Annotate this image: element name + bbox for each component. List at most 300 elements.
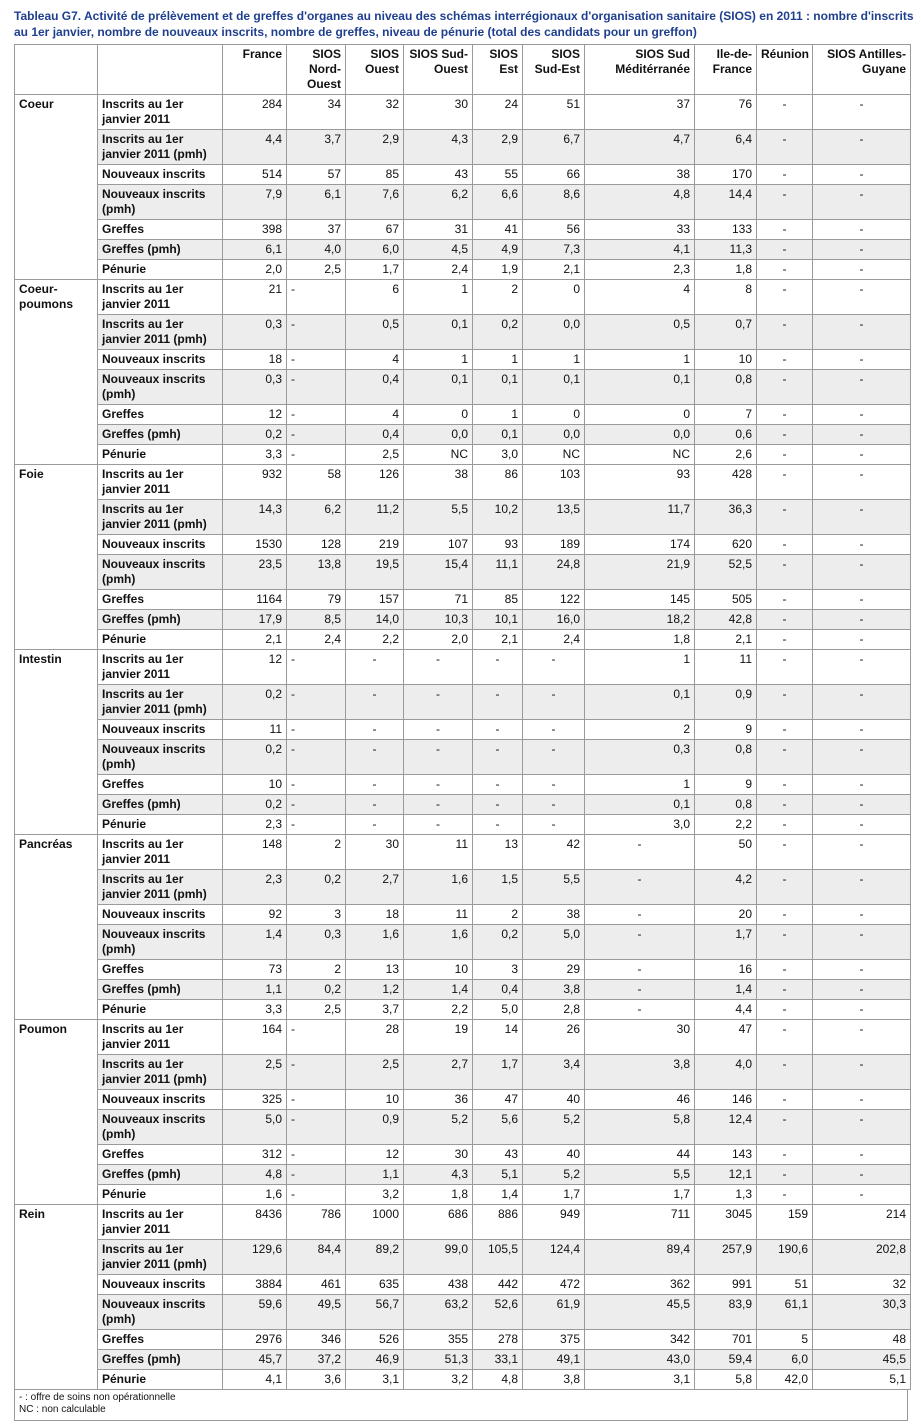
table-cell: 89,2	[346, 1240, 404, 1275]
table-cell: 170	[695, 165, 757, 185]
table-cell: -	[813, 1145, 911, 1165]
table-cell: 1,7	[585, 1185, 695, 1205]
row-label: Inscrits au 1er janvier 2011 (pmh)	[98, 1055, 223, 1090]
table-cell: -	[473, 775, 523, 795]
table-cell: 79	[287, 590, 346, 610]
table-cell: -	[585, 960, 695, 980]
table-cell: 30	[404, 95, 473, 130]
table-cell: 5,0	[223, 1110, 287, 1145]
table-cell: 45,7	[223, 1350, 287, 1370]
table-cell: 2	[473, 280, 523, 315]
table-cell: 31	[404, 220, 473, 240]
table-cell: 0,1	[473, 370, 523, 405]
table-row	[15, 1090, 911, 1110]
row-label: Nouveaux inscrits (pmh)	[98, 925, 223, 960]
table-row	[15, 185, 911, 220]
table-cell: 71	[404, 590, 473, 610]
table-cell: 1,1	[223, 980, 287, 1000]
table-cell: 3,3	[223, 1000, 287, 1020]
table-cell: 219	[346, 535, 404, 555]
table-row	[15, 555, 911, 590]
table-row	[15, 1000, 911, 1020]
table-cell: 38	[585, 165, 695, 185]
row-label: Pénurie	[98, 815, 223, 835]
table-cell: 8,6	[523, 185, 585, 220]
table-cell: 83,9	[695, 1295, 757, 1330]
table-cell: 1,8	[695, 260, 757, 280]
row-label: Nouveaux inscrits (pmh)	[98, 1295, 223, 1330]
table-cell: -	[757, 795, 813, 815]
table-row	[15, 1275, 911, 1295]
table-cell: -	[404, 650, 473, 685]
table-cell: 2,4	[404, 260, 473, 280]
table-cell: 164	[223, 1020, 287, 1055]
table-cell: 4,8	[473, 1370, 523, 1390]
table-cell: -	[757, 1145, 813, 1165]
table-cell: 51	[757, 1275, 813, 1295]
table-cell: 1,7	[473, 1055, 523, 1090]
row-label: Inscrits au 1er janvier 2011	[98, 95, 223, 130]
table-cell: 886	[473, 1205, 523, 1240]
table-cell: 2976	[223, 1330, 287, 1350]
table-cell: -	[473, 685, 523, 720]
table-cell: 3,2	[404, 1370, 473, 1390]
table-cell: -	[757, 240, 813, 260]
table-cell: -	[757, 130, 813, 165]
table-cell: 0,3	[585, 740, 695, 775]
table-cell: 9	[695, 775, 757, 795]
table-cell: 2,8	[523, 1000, 585, 1020]
row-label: Pénurie	[98, 1000, 223, 1020]
footnote: NC : non calculable	[19, 1404, 106, 1415]
table-cell: -	[757, 425, 813, 445]
table-cell: 1,8	[585, 630, 695, 650]
table-cell: 0,1	[473, 425, 523, 445]
row-label: Greffes (pmh)	[98, 1165, 223, 1185]
table-cell: 4,2	[695, 870, 757, 905]
footnote: - : offre de soins non opérationnelle	[19, 1392, 176, 1403]
table-cell: 10,3	[404, 610, 473, 630]
table-cell: -	[287, 280, 346, 315]
row-label: Nouveaux inscrits (pmh)	[98, 185, 223, 220]
organ-name: Pancréas	[15, 835, 98, 1020]
table-cell: 2,5	[346, 1055, 404, 1090]
table-cell: 61,1	[757, 1295, 813, 1330]
table-cell: 148	[223, 835, 287, 870]
table-cell: 56,7	[346, 1295, 404, 1330]
table-cell: -	[404, 685, 473, 720]
table-cell: -	[523, 720, 585, 740]
table-body	[15, 95, 911, 1390]
row-label: Nouveaux inscrits	[98, 535, 223, 555]
row-label: Greffes	[98, 775, 223, 795]
table-cell: 128	[287, 535, 346, 555]
table-cell: -	[404, 795, 473, 815]
table-cell: 3045	[695, 1205, 757, 1240]
table-cell: 4,9	[473, 240, 523, 260]
table-cell: 2,9	[473, 130, 523, 165]
table-cell: -	[813, 650, 911, 685]
table-cell: 3,6	[287, 1370, 346, 1390]
table-cell: 312	[223, 1145, 287, 1165]
table-cell: 472	[523, 1275, 585, 1295]
table-row	[15, 535, 911, 555]
table-cell: 45,5	[813, 1350, 911, 1370]
table-cell: 32	[346, 95, 404, 130]
table-cell: 202,8	[813, 1240, 911, 1275]
table-cell: 2,5	[287, 260, 346, 280]
table-row	[15, 465, 911, 500]
table-cell: 4	[346, 405, 404, 425]
table-cell: 45,5	[585, 1295, 695, 1330]
table-cell: 4,1	[585, 240, 695, 260]
table-cell: 5,2	[523, 1110, 585, 1145]
table-cell: 86	[473, 465, 523, 500]
table-cell: 12	[223, 405, 287, 425]
table-cell: 105,5	[473, 1240, 523, 1275]
table-cell: 122	[523, 590, 585, 610]
table-cell: 14,0	[346, 610, 404, 630]
table-cell: 1,8	[404, 1185, 473, 1205]
table-row	[15, 1145, 911, 1165]
table-cell: 23,5	[223, 555, 287, 590]
organ-name: Foie	[15, 465, 98, 650]
table-cell: 38	[404, 465, 473, 500]
table-cell: -	[813, 1055, 911, 1090]
row-label: Greffes (pmh)	[98, 240, 223, 260]
table-cell: -	[813, 775, 911, 795]
table-cell: 12,4	[695, 1110, 757, 1145]
table-cell: 6,1	[223, 240, 287, 260]
table-cell: -	[813, 500, 911, 535]
table-cell: 24	[473, 95, 523, 130]
table-cell: -	[757, 315, 813, 350]
table-cell: 11,1	[473, 555, 523, 590]
table-cell: 0,2	[473, 925, 523, 960]
table-cell: 33	[585, 220, 695, 240]
table-cell: 0,3	[223, 370, 287, 405]
table-row	[15, 630, 911, 650]
table-cell: -	[404, 720, 473, 740]
table-row	[15, 815, 911, 835]
table-cell: -	[813, 165, 911, 185]
row-label: Inscrits au 1er janvier 2011 (pmh)	[98, 315, 223, 350]
table-cell: 11	[223, 720, 287, 740]
table-cell: 2,6	[695, 445, 757, 465]
table-cell: 49,5	[287, 1295, 346, 1330]
table-row	[15, 925, 911, 960]
row-label: Inscrits au 1er janvier 2011	[98, 280, 223, 315]
table-cell: 2,2	[346, 630, 404, 650]
table-cell: 1,3	[695, 1185, 757, 1205]
table-cell: 16	[695, 960, 757, 980]
column-header: SIOS Sud Méditérranée	[585, 45, 695, 95]
table-cell: 50	[695, 835, 757, 870]
table-cell: 5,1	[813, 1370, 911, 1390]
table-cell: 11	[695, 650, 757, 685]
table-row	[15, 1370, 911, 1390]
table-cell: 5,5	[585, 1165, 695, 1185]
table-row	[15, 905, 911, 925]
table-cell: -	[757, 165, 813, 185]
row-label: Pénurie	[98, 1185, 223, 1205]
table-cell: 146	[695, 1090, 757, 1110]
table-cell: 355	[404, 1330, 473, 1350]
table-cell: 0,2	[223, 425, 287, 445]
table-cell: -	[813, 280, 911, 315]
table-cell: 1164	[223, 590, 287, 610]
table-cell: 2,1	[695, 630, 757, 650]
row-label: Inscrits au 1er janvier 2011	[98, 1020, 223, 1055]
table-cell: 3,2	[346, 1185, 404, 1205]
table-cell: 1	[404, 280, 473, 315]
table-cell: -	[287, 1145, 346, 1165]
table-cell: -	[757, 685, 813, 720]
table-cell: NC	[404, 445, 473, 465]
table-cell: -	[523, 775, 585, 795]
table-cell: -	[757, 650, 813, 685]
row-label: Greffes	[98, 1330, 223, 1350]
row-label: Nouveaux inscrits (pmh)	[98, 740, 223, 775]
row-label: Greffes	[98, 1145, 223, 1165]
table-cell: 30,3	[813, 1295, 911, 1330]
table-cell: 1	[585, 650, 695, 685]
table-cell: 786	[287, 1205, 346, 1240]
table-cell: -	[287, 1110, 346, 1145]
table-cell: 4,8	[223, 1165, 287, 1185]
table-cell: 51	[523, 95, 585, 130]
row-label: Greffes (pmh)	[98, 610, 223, 630]
table-cell: 6,1	[287, 185, 346, 220]
table-cell: 5,2	[404, 1110, 473, 1145]
table-cell: 5,5	[523, 870, 585, 905]
table-cell: 526	[346, 1330, 404, 1350]
table-cell: -	[813, 130, 911, 165]
table-cell: 1	[585, 350, 695, 370]
column-header: SIOS Antilles-Guyane	[813, 45, 911, 95]
table-cell: 11,7	[585, 500, 695, 535]
table-cell: 2	[473, 905, 523, 925]
table-cell: -	[813, 95, 911, 130]
table-cell: -	[585, 1000, 695, 1020]
table-cell: -	[813, 445, 911, 465]
column-header: Ile-de-France	[695, 45, 757, 95]
table-cell: 0,1	[523, 370, 585, 405]
table-cell: 9	[695, 720, 757, 740]
row-label: Greffes	[98, 405, 223, 425]
column-header: SIOS Sud-Est	[523, 45, 585, 95]
table-cell: 6	[346, 280, 404, 315]
column-header: SIOS Sud-Ouest	[404, 45, 473, 95]
table-cell: 1000	[346, 1205, 404, 1240]
table-cell: 0,1	[404, 370, 473, 405]
table-cell: 59,4	[695, 1350, 757, 1370]
table-cell: -	[523, 685, 585, 720]
table-cell: -	[813, 465, 911, 500]
table-row	[15, 445, 911, 465]
table-cell: -	[813, 240, 911, 260]
table-row	[15, 370, 911, 405]
table-cell: -	[757, 980, 813, 1000]
table-cell: 2,7	[346, 870, 404, 905]
table-cell: -	[757, 465, 813, 500]
table-cell: 0,2	[223, 685, 287, 720]
table-cell: -	[757, 1000, 813, 1020]
table-cell: 284	[223, 95, 287, 130]
table-cell: 42,0	[757, 1370, 813, 1390]
table-cell: 13	[346, 960, 404, 980]
table-cell: 0,6	[695, 425, 757, 445]
table-cell: 7	[695, 405, 757, 425]
table-cell: 6,4	[695, 130, 757, 165]
table-cell: 29	[523, 960, 585, 980]
table-row	[15, 1240, 911, 1275]
table-cell: -	[757, 925, 813, 960]
table-cell: -	[585, 925, 695, 960]
table-row	[15, 95, 911, 130]
table-cell: 38	[523, 905, 585, 925]
table-cell: -	[757, 280, 813, 315]
table-cell: 2,5	[346, 445, 404, 465]
table-cell: 214	[813, 1205, 911, 1240]
table-cell: 37	[585, 95, 695, 130]
table-cell: -	[287, 775, 346, 795]
table-cell: 2,4	[287, 630, 346, 650]
table-cell: 5,0	[473, 1000, 523, 1020]
table-cell: -	[813, 815, 911, 835]
table-cell: 0	[523, 280, 585, 315]
table-cell: -	[585, 905, 695, 925]
table-cell: 2,7	[404, 1055, 473, 1090]
table-cell: -	[757, 740, 813, 775]
table-row	[15, 1165, 911, 1185]
table-cell: -	[813, 315, 911, 350]
row-label: Greffes	[98, 220, 223, 240]
table-cell: 514	[223, 165, 287, 185]
table-row	[15, 1295, 911, 1330]
table-cell: 4,0	[287, 240, 346, 260]
table-cell: 3,8	[523, 980, 585, 1000]
table-cell: -	[287, 425, 346, 445]
table-cell: 0,1	[585, 370, 695, 405]
table-row	[15, 280, 911, 315]
table-cell: -	[757, 960, 813, 980]
table-cell: 6,6	[473, 185, 523, 220]
table-cell: 1,4	[473, 1185, 523, 1205]
row-label: Inscrits au 1er janvier 2011	[98, 1205, 223, 1240]
table-cell: -	[813, 960, 911, 980]
table-cell: 32	[813, 1275, 911, 1295]
table-cell: -	[346, 720, 404, 740]
table-cell: 51,3	[404, 1350, 473, 1370]
row-label: Greffes	[98, 960, 223, 980]
table-row	[15, 165, 911, 185]
table-row	[15, 1185, 911, 1205]
table-cell: -	[813, 405, 911, 425]
table-cell: -	[346, 775, 404, 795]
table-cell: 133	[695, 220, 757, 240]
table-cell: 48	[813, 1330, 911, 1350]
table-cell: 174	[585, 535, 695, 555]
table-cell: 40	[523, 1090, 585, 1110]
table-cell: 3,8	[585, 1055, 695, 1090]
table-cell: 17,9	[223, 610, 287, 630]
table-cell: 12,1	[695, 1165, 757, 1185]
table-cell: 99,0	[404, 1240, 473, 1275]
table-cell: 0	[523, 405, 585, 425]
table-cell: 1,7	[695, 925, 757, 960]
table-cell: -	[813, 1020, 911, 1055]
table-cell: 342	[585, 1330, 695, 1350]
table-cell: 0,2	[223, 795, 287, 815]
table-cell: 3,0	[473, 445, 523, 465]
table-cell: 26	[523, 1020, 585, 1055]
table-cell: 2,1	[523, 260, 585, 280]
table-row	[15, 1110, 911, 1145]
row-label: Pénurie	[98, 260, 223, 280]
table-cell: -	[757, 370, 813, 405]
table-cell: 375	[523, 1330, 585, 1350]
table-cell: 30	[404, 1145, 473, 1165]
table-cell: 0,9	[695, 685, 757, 720]
header-blank	[98, 45, 223, 95]
table-cell: -	[813, 425, 911, 445]
table-cell: 85	[473, 590, 523, 610]
row-label: Nouveaux inscrits	[98, 350, 223, 370]
table-cell: 85	[346, 165, 404, 185]
row-label: Nouveaux inscrits	[98, 1275, 223, 1295]
table-row	[15, 870, 911, 905]
table-cell: 2	[287, 835, 346, 870]
table-cell: 0,4	[346, 370, 404, 405]
table-cell: -	[287, 795, 346, 815]
table-cell: 18	[346, 905, 404, 925]
table-cell: 13,8	[287, 555, 346, 590]
table-cell: 686	[404, 1205, 473, 1240]
table-cell: 0,1	[404, 315, 473, 350]
table-cell: 6,0	[757, 1350, 813, 1370]
table-cell: 4,5	[404, 240, 473, 260]
table-cell: 0,7	[695, 315, 757, 350]
table-cell: 20	[695, 905, 757, 925]
table-row	[15, 315, 911, 350]
table-cell: -	[813, 590, 911, 610]
table-cell: 10	[223, 775, 287, 795]
table-cell: 0,0	[523, 425, 585, 445]
table-cell: -	[287, 1090, 346, 1110]
table-cell: 143	[695, 1145, 757, 1165]
table-cell: 0,5	[585, 315, 695, 350]
table-cell: 1,7	[523, 1185, 585, 1205]
table-cell: 0,0	[585, 425, 695, 445]
table-cell: -	[757, 1055, 813, 1090]
row-label: Greffes (pmh)	[98, 980, 223, 1000]
table-cell: 6,2	[404, 185, 473, 220]
table-cell: 5,6	[473, 1110, 523, 1145]
table-cell: 1,5	[473, 870, 523, 905]
table-cell: -	[523, 650, 585, 685]
table-cell: 21	[223, 280, 287, 315]
table-cell: -	[523, 795, 585, 815]
table-cell: 461	[287, 1275, 346, 1295]
table-cell: 278	[473, 1330, 523, 1350]
table-cell: 1,6	[404, 925, 473, 960]
table-cell: 0,2	[473, 315, 523, 350]
organ-name: Intestin	[15, 650, 98, 835]
table-row	[15, 350, 911, 370]
table-cell: 89,4	[585, 1240, 695, 1275]
table-cell: 21,9	[585, 555, 695, 590]
